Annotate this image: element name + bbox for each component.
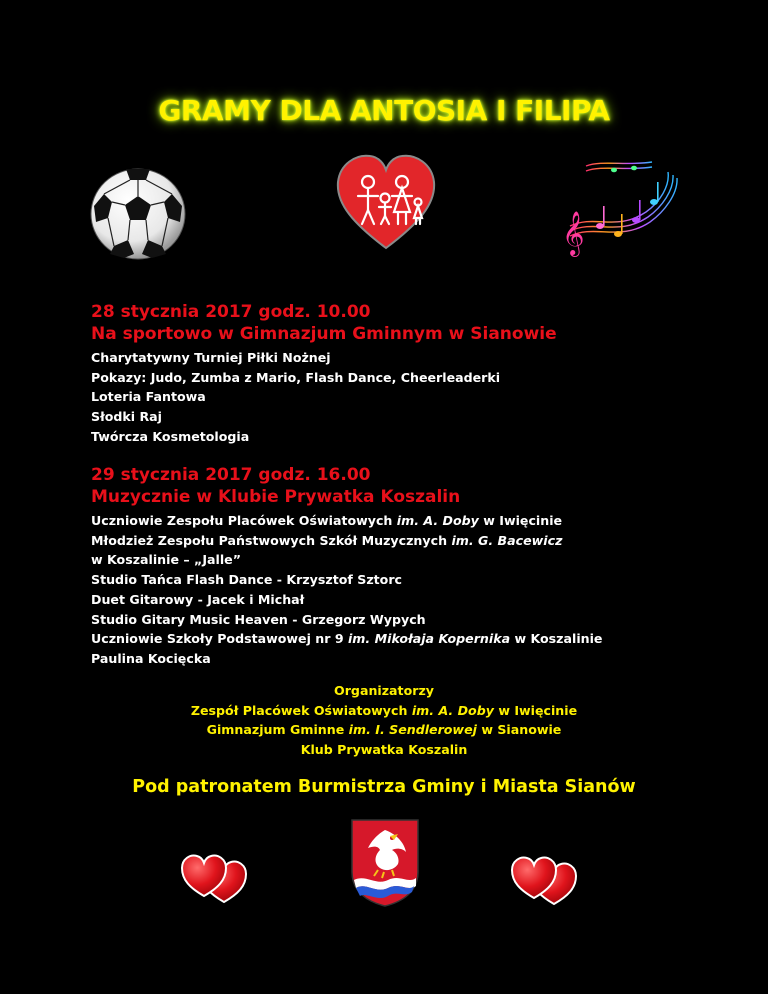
organizer-item	[0, 701, 768, 721]
event-item: Charytatywny Turniej Piłki Nożnej	[91, 350, 331, 365]
event-section-music	[91, 464, 711, 669]
svg-text:𝄞: 𝄞	[562, 211, 585, 255]
text-span: Młodzież Zespołu Państwowych Szkół Muzycznych	[91, 532, 452, 548]
event-heading: Muzycznie w Klubie Prywatka Koszalin	[91, 487, 461, 507]
event-item	[91, 629, 711, 649]
text-span: Uczniowie Szkoły Podstawowej nr 9	[91, 631, 348, 647]
text-span: Uczniowie Zespołu Placówek Oświatowych	[91, 513, 397, 528]
patron-name: im. A. Doby	[411, 702, 494, 718]
event-item	[91, 511, 711, 531]
event-item	[91, 531, 711, 551]
event-item: Studio Tańca Flash Dance - Krzysztof Sztorc	[91, 572, 403, 588]
organizer-item: Klub Prywatka Koszalin	[300, 741, 468, 757]
organizer-item	[0, 720, 768, 740]
event-item: Duet Gitarowy - Jacek i Michał	[91, 591, 305, 607]
event-item: Twórcza Kosmetologia	[91, 428, 250, 444]
coat-of-arms-icon	[348, 816, 422, 908]
event-item: Słodki Raj	[91, 409, 162, 425]
text-span: w Koszalinie	[510, 631, 603, 647]
event-item: Paulina Kocięcka	[91, 650, 211, 666]
patron-name: im. A. Doby	[396, 513, 479, 528]
event-item: Loteria Fantowa	[91, 389, 206, 405]
event-date: 28 stycznia 2017 godz. 10.00	[91, 302, 371, 322]
text-span: Zespół Placówek Oświatowych	[190, 702, 412, 718]
patron-name: im. G. Bacewicz	[451, 532, 563, 548]
event-item: Pokazy: Judo, Zumba z Mario, Flash Dance, Cheerleaderki	[91, 369, 501, 385]
patron-name: im. I. Sendlerowej	[348, 722, 477, 737]
heart-family-icon	[334, 152, 438, 252]
patronage-text: Pod patronatem Burmistrza Gminy i Miasta Sianów	[132, 777, 636, 797]
event-heading: Na sportowo w Gimnazjum Gminnym w Sianowie	[91, 324, 557, 344]
music-notes-icon	[556, 158, 680, 258]
patron-name: im. Mikołaja Kopernika	[347, 631, 511, 647]
organizers-label: Organizatorzy	[334, 683, 434, 698]
event-date: 29 stycznia 2017 godz. 16.00	[91, 465, 371, 485]
event-item: Studio Gitary Music Heaven - Grzegorz Wypych	[91, 611, 426, 627]
text-span: w Sianowie	[476, 722, 562, 737]
organizers-block	[0, 681, 768, 759]
double-heart-icon	[180, 850, 258, 906]
page-title: GRAMY DLA ANTOSIA I FILIPA	[158, 94, 610, 127]
event-section-sport	[91, 301, 711, 447]
double-heart-icon	[510, 852, 588, 908]
event-item: w Koszalinie – „Jalle”	[91, 552, 241, 568]
text-span: w Iwięcinie	[478, 513, 563, 528]
soccer-ball-icon	[88, 166, 188, 262]
text-span: w Iwięcinie	[493, 702, 578, 718]
text-span: Gimnazjum Gminne	[206, 722, 349, 737]
